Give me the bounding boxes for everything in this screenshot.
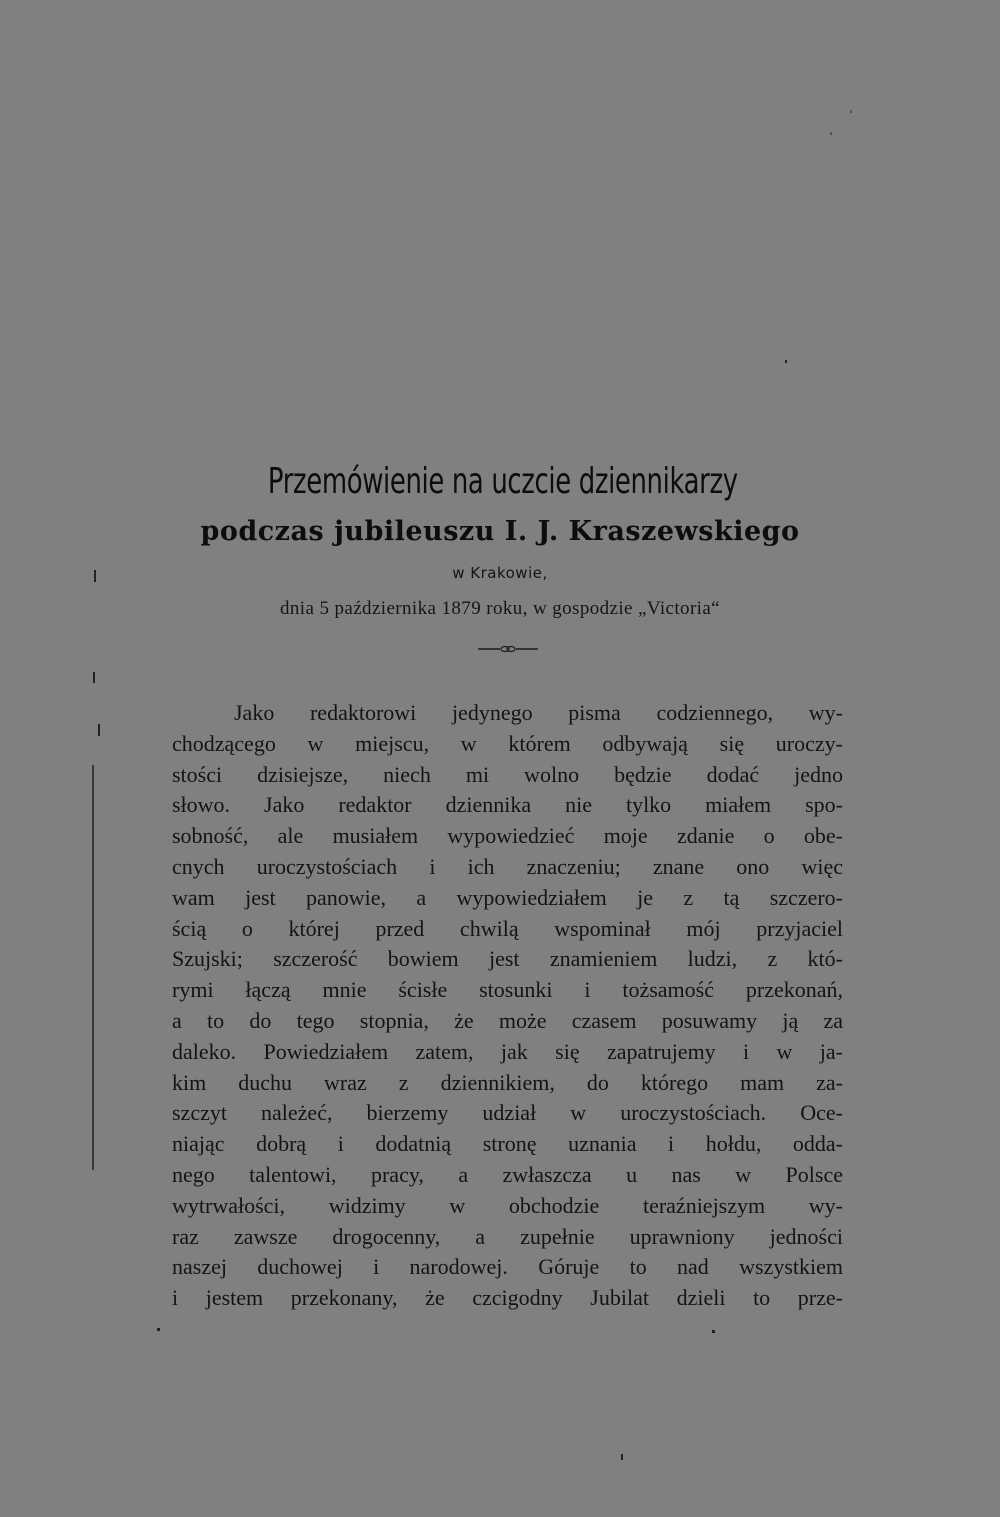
page-subtitle: podczas jubileuszu I. J. Kraszewskiego xyxy=(200,516,800,547)
place-line: w Krakowie, xyxy=(452,564,548,582)
text-line: cnych uroczystościach i ich znaczeniu; znane ono więc xyxy=(172,853,843,879)
scan-speck xyxy=(830,132,832,135)
flourish-divider-icon xyxy=(478,639,538,659)
text-line: naszej duchowej i narodowej. Góruje to nad wszystkiem xyxy=(172,1254,843,1280)
scan-speck xyxy=(712,1330,715,1333)
text-line: kim duchu wraz z dziennikiem, do którego mam za- xyxy=(172,1069,843,1095)
text-line: rymi łączą mnie ścisłe stosunki i tożsamość przekonań, xyxy=(172,977,843,1003)
scan-speck xyxy=(93,672,95,683)
text-line: słowo. Jako redaktor dziennika nie tylko miałem spo- xyxy=(172,792,843,818)
text-line: stości dzisiejsze, niech mi wolno będzie dodać jedno xyxy=(172,761,843,787)
scan-speck xyxy=(621,1454,623,1460)
text-line: szczyt należeć, bierzemy udział w uroczystościach. Oce- xyxy=(172,1100,843,1126)
text-line: i jestem przekonany, że czcigodny Jubilat dzieli to prze- xyxy=(172,1285,843,1311)
page-title: Przemówienie na uczcie dziennikarzy xyxy=(267,461,738,502)
text-line: nego talentowi, pracy, a zwłaszcza u nas w Polsce xyxy=(172,1161,843,1187)
text-line: Jako redaktorowi jedynego pisma codziennego, wy- xyxy=(234,700,843,725)
scan-speck xyxy=(94,570,96,582)
text-line: chodzącego w miejscu, w którem odbywają się uroczy- xyxy=(172,730,843,756)
scan-speck xyxy=(98,724,100,736)
text-line: wytrwałości, widzimy w obchodzie teraźniejszym wy- xyxy=(172,1192,843,1218)
date-line: dnia 5 października 1879 roku, w gospodzie „Victoria“ xyxy=(279,598,721,619)
text-line: sobność, ale musiałem wypowiedzieć moje zdanie o obe- xyxy=(172,823,843,849)
text-line: niając dobrą i dodatnią stronę uznania i hołdu, odda- xyxy=(172,1131,843,1157)
scan-speck xyxy=(157,1328,160,1331)
scan-speck xyxy=(92,765,94,1170)
text-line: daleko. Powiedziałem zatem, jak się zapatrujemy i w ja- xyxy=(172,1038,843,1064)
scan-speck xyxy=(785,360,787,363)
text-line: raz zawsze drogocenny, a zupełnie uprawniony jedności xyxy=(172,1223,843,1249)
text-line: Szujski; szczerość bowiem jest znamieniem ludzi, z któ- xyxy=(172,946,843,972)
scan-speck xyxy=(850,110,852,113)
text-line: a to do tego stopnia, że może czasem posuwamy ją za xyxy=(172,1007,843,1033)
text-line: wam jest panowie, a wypowiedziałem je z tą szczero- xyxy=(172,884,843,910)
body-paragraph xyxy=(172,698,843,1314)
text-line: ścią o której przed chwilą wspominał mój przyjaciel xyxy=(172,915,843,941)
